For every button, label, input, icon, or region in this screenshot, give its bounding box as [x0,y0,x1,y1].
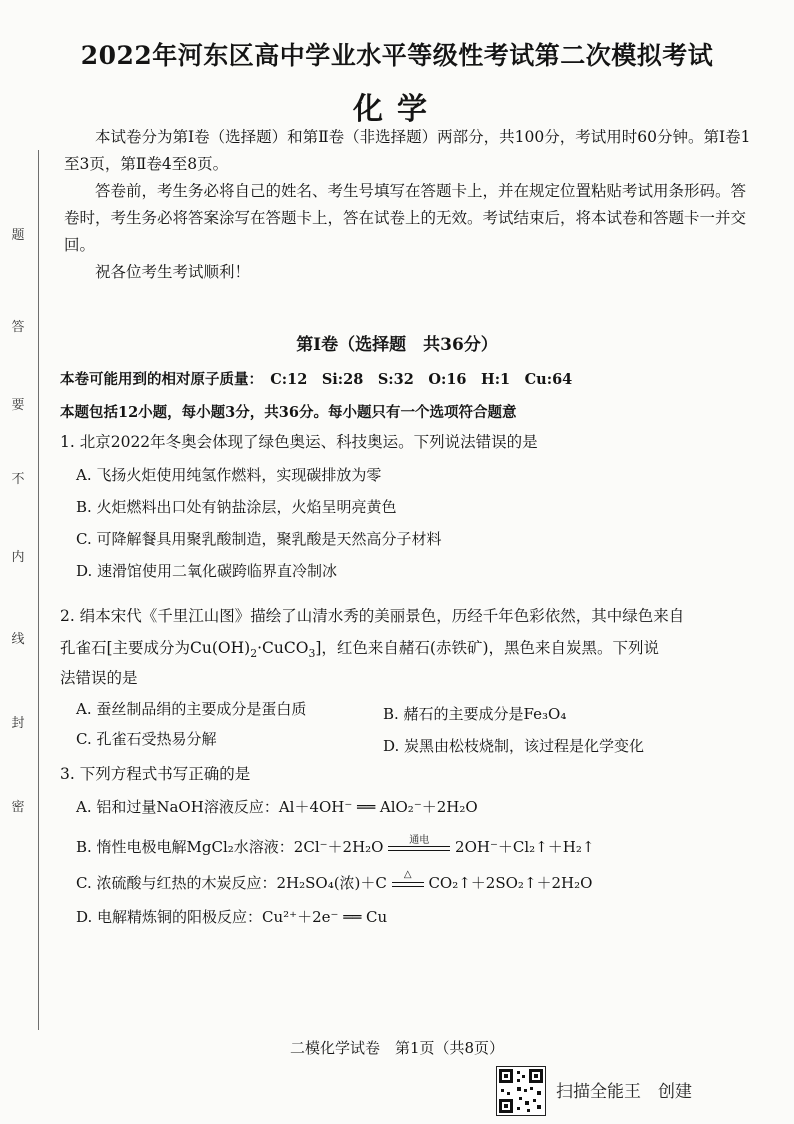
instructions-paragraph-3: 祝各位考生考试顺利！ [95,263,251,281]
binding-char: 答 [11,320,25,335]
question-2-option-d: D. 炭黑由松枝烧制，该过程是化学变化 [383,737,645,755]
question-1-stem: 1. 北京2022年冬奥会体现了绿色奥运、科技奥运。下列说法错误的是 [60,433,538,451]
question-2-stem-line-3: 法错误的是 [60,669,138,687]
binding-char: 线 [11,632,25,647]
question-3-stem: 3. 下列方程式书写正确的是 [60,765,251,783]
question-2-stem-line-1: 2. 绢本宋代《千里江山图》描绘了山清水秀的美丽景色，历经千年色彩依然，其中绿色来自 [60,607,685,625]
binding-char: 封 [11,716,25,731]
binding-char: 题 [11,228,25,243]
binding-char: 要 [11,398,25,413]
page-footer: 二模化学试卷 第1页（共8页） [289,1039,505,1057]
instructions-paragraph-1: 本试卷分为第Ⅰ卷（选择题）和第Ⅱ卷（非选择题）两部分，共100分，考试用时60分钟。第Ⅰ卷1至3页，第Ⅱ卷4至8页。 [64,128,751,173]
binding-char: 内 [11,550,25,565]
atomic-mass-line: 本卷可能用到的相对原子质量： C:12 Si:28 S:32 O:16 H:1 Cu:64 [60,371,573,388]
question-3-option-a: A. 铝和过量NaOH溶液反应：Al＋4OH⁻ ══ AlO₂⁻＋2H₂O [76,798,478,816]
binding-line [38,150,39,1030]
scanner-watermark-label: 扫描全能王 创建 [556,1082,692,1102]
rules-line: 本题包括12小题，每小题3分，共36分。每小题只有一个选项符合题意 [60,404,517,421]
reaction-condition: 通电 [409,835,430,846]
subject-title: 化学 [353,92,441,127]
question-3-option-d: D. 电解精炼铜的阳极反应：Cu²⁺＋2e⁻ ══ Cu [76,908,388,926]
instructions-paragraph-2: 答卷前，考生务必将自己的姓名、考生号填写在答题卡上，并在规定位置粘贴考试用条形码。答卷时，考生务必将答案涂写在答题卡上，答在试卷上的无效。考试结束后，将本试卷和答题卡一并交回。 [64,182,747,254]
question-3-option-c: C. 浓硫酸与红热的木炭反应：2H₂SO₄(浓)＋C △ CO₂↑＋2SO₂↑＋2H₂O [76,869,593,892]
reaction-condition: △ [403,869,412,880]
question-2-option-c: C. 孔雀石受热易分解 [76,730,217,748]
question-1-option-d: D. 速滑馆使用二氧化碳跨临界直冷制冰 [76,562,338,580]
question-1-option-a: A. 飞扬火炬使用纯氢作燃料，实现碳排放为零 [76,466,382,484]
binding-char: 密 [11,800,25,815]
question-2-option-a: A. 蚕丝制品绢的主要成分是蛋白质 [76,700,307,718]
binding-char: 不 [11,472,25,487]
exam-title: 2022年河东区高中学业水平等级性考试第二次模拟考试 [80,41,714,70]
question-3-option-b: B. 惰性电极电解MgCl₂水溶液：2Cl⁻＋2H₂O 通电 2OH⁻＋Cl₂↑＋H₂↑ [76,836,756,857]
question-2-option-b: B. 赭石的主要成分是Fe₃O₄ [383,705,567,723]
question-1-option-c: C. 可降解餐具用聚乳酸制造，聚乳酸是天然高分子材料 [76,530,442,548]
question-2-stem-line-2: 孔雀石[主要成分为$Cu(OH)_2\cdot CuCO_3$]，红色来自赭石(赤铁矿)，黑色来自炭黑。下列说 [60,639,660,661]
section-title: 第Ⅰ卷（选择题 共36分） [296,335,498,355]
qr-code-icon [496,1066,546,1116]
question-1-option-b: B. 火炬燃料出口处有钠盐涂层，火焰呈明亮黄色 [76,498,397,516]
